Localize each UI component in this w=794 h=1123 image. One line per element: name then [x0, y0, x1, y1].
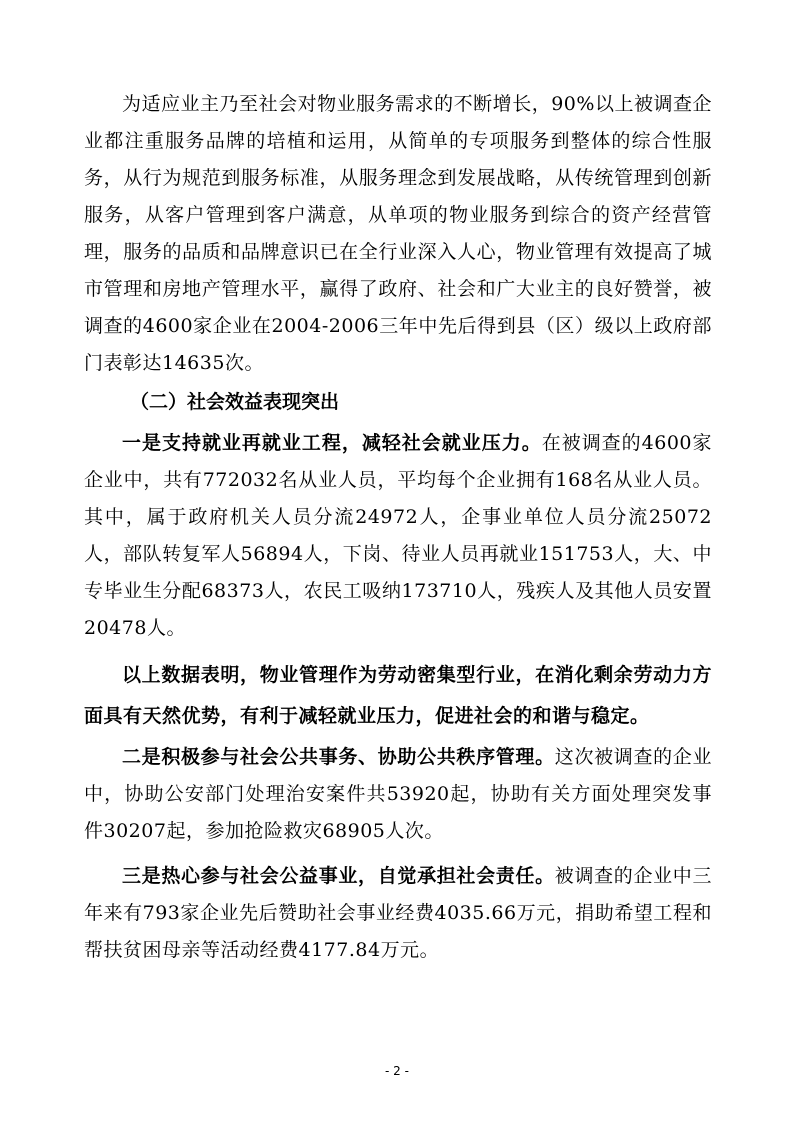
paragraph-conclusion: 以上数据表明，物业管理作为劳动密集型行业，在消化剩余劳动力方面具有天然优势，有利于减轻就业压力，促进社会的和谐与稳定。 [84, 664, 712, 727]
paragraph-public-affairs-body: 这次被调查的企业中，协助公安部门处理治安案件共53920起，协助有关方面处理突发事件30207起，参加抢险救灾68905人次。 [84, 746, 712, 842]
document-body [84, 86, 712, 969]
paragraph-brand-service: 为适应业主乃至社会对物业服务需求的不断增长，90%以上被调查企业都注重服务品牌的培植和运用，从简单的专项服务到整体的综合性服务，从行为规范到服务标准，从服务理念到发展战略，从传统管理到创新服务，从客户管理到客户满意，从单项的物业服务到综合的资产经营管理，服务的品质和品牌意识已在全行业深入人心，物业管理有效提高了城市管理和房地产管理水平，赢得了政府、社会和广大业主的良好赞誉，被调查的4600家企业在2004-2006三年中先后得到县（区）级以上政府部门表彰达14635次。 [84, 93, 712, 374]
section-heading: （二）社会效益表现突出 [130, 391, 340, 413]
paragraph-employment-lead: 一是支持就业再就业工程，减轻社会就业压力。 [122, 432, 542, 454]
paragraph-public-welfare-lead: 三是热心参与社会公益事业，自觉承担社会责任。 [122, 865, 555, 887]
paragraph-employment-body: 在被调查的4600家企业中，共有772032名从业人员，平均每个企业拥有168名从业人员。其中，属于政府机关人员分流24972人，企事业单位人员分流25072人，部队转复军人56894人，下岗、待业人员再就业151753人，大、中专毕业生分配68373人，农民工吸纳173710人，残疾人及其他人员安置20478人。 [84, 432, 712, 639]
page-number: - 2 - [385, 1064, 409, 1078]
paragraph-employment [84, 425, 712, 647]
paragraph-public-affairs-lead: 二是积极参与社会公共事务、协助公共秩序管理。 [122, 746, 555, 768]
paragraph-public-welfare [84, 858, 712, 969]
paragraph-public-affairs [84, 739, 712, 850]
paragraph-public-welfare-body: 被调查的企业中三年来有793家企业先后赞助社会事业经费4035.66万元，捐助希望工程和帮扶贫困母亲等活动经费4177.84万元。 [84, 865, 712, 961]
